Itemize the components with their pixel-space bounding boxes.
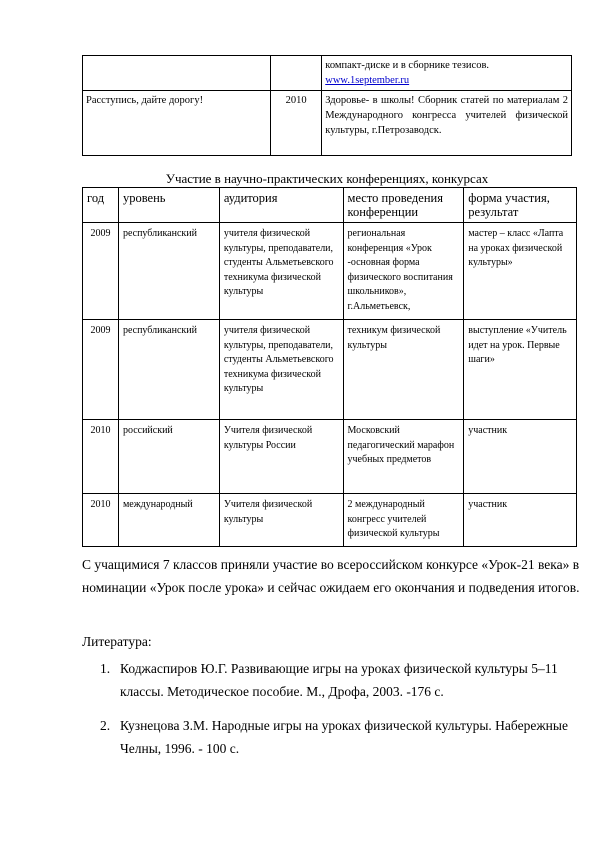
place-cell: региональная конференция «Урок -основная форма физического воспитания школьников», г.Альметьевск, [343,223,464,320]
publication-title-cell [83,56,271,91]
header-form: форма участия, результат [464,188,577,223]
conference-table [82,187,577,547]
header-year: год [83,188,119,223]
table-row [83,223,577,320]
publication-title-cell: Расступись, дайте дорогу! [83,91,271,156]
header-place: место проведения конференции [343,188,464,223]
table-header-row [83,188,577,223]
literature-heading: Литература: [82,634,152,649]
table-row [83,420,577,494]
literature-item-text: Коджаспиров Ю.Г. Развивающие игры на уроках физической культуры 5–11 классы. Методическое пособие. М., Дрофа, 2003. -176 с. [120,661,558,699]
form-cell: участник [464,420,577,494]
publication-source-cell: Здоровье- в школы! Сборник статей по материалам 2 Международного конгресса учителей физической культуры, г.Петрозаводск. [322,91,572,156]
literature-item-number: 2. [100,718,111,733]
year-cell: 2009 [83,223,119,320]
form-cell: выступление «Учитель идет на урок. Первые шаги» [464,320,577,420]
publication-source-cell [322,56,572,91]
publication-year-cell [270,56,321,91]
form-cell: участник [464,494,577,547]
place-cell: 2 международный конгресс учителей физической культуры [343,494,464,547]
header-audience: аудитория [219,188,343,223]
header-level: уровень [118,188,219,223]
audience-cell: учителя физической культуры, преподаватели, студенты Альметьевского техникума физической культуры [219,320,343,420]
literature-item-text: Кузнецова З.М. Народные игры на уроках физической культуры. Набережные Челны, 1996. - 100 с. [120,718,568,756]
conference-section-title: Участие в научно-практических конференциях, конкурсах [165,171,489,186]
level-cell: российский [118,420,219,494]
table-row [83,494,577,547]
year-cell: 2009 [83,320,119,420]
contest-paragraph: С учащимися 7 классов приняли участие во всероссийском конкурсе «Урок-21 века» в номинации «Урок после урока» и сейчас ожидаем его окончания и подведения итогов. [82,557,580,595]
table-row [83,56,572,91]
website-link[interactable]: www.1september.ru [325,75,410,86]
publications-table [82,55,572,156]
audience-cell: Учителя физической культуры России [219,420,343,494]
place-cell: техникум физической культуры [343,320,464,420]
literature-item-number: 1. [100,661,111,676]
publication-year-cell: 2010 [270,91,321,156]
audience-cell: Учителя физической культуры [219,494,343,547]
table-row [83,320,577,420]
table-row [83,91,572,156]
year-cell: 2010 [83,420,119,494]
place-cell: Московский педагогический марафон учебных предметов [343,420,464,494]
level-cell: международный [118,494,219,547]
level-cell: республиканский [118,320,219,420]
publication-source-text: компакт-диске и в сборнике тезисов. [325,60,490,71]
audience-cell: учителя физической культуры, преподаватели, студенты Альметьевского техникума физической культуры [219,223,343,320]
form-cell: мастер – класс «Лапта на уроках физической культуры» [464,223,577,320]
level-cell: республиканский [118,223,219,320]
year-cell: 2010 [83,494,119,547]
